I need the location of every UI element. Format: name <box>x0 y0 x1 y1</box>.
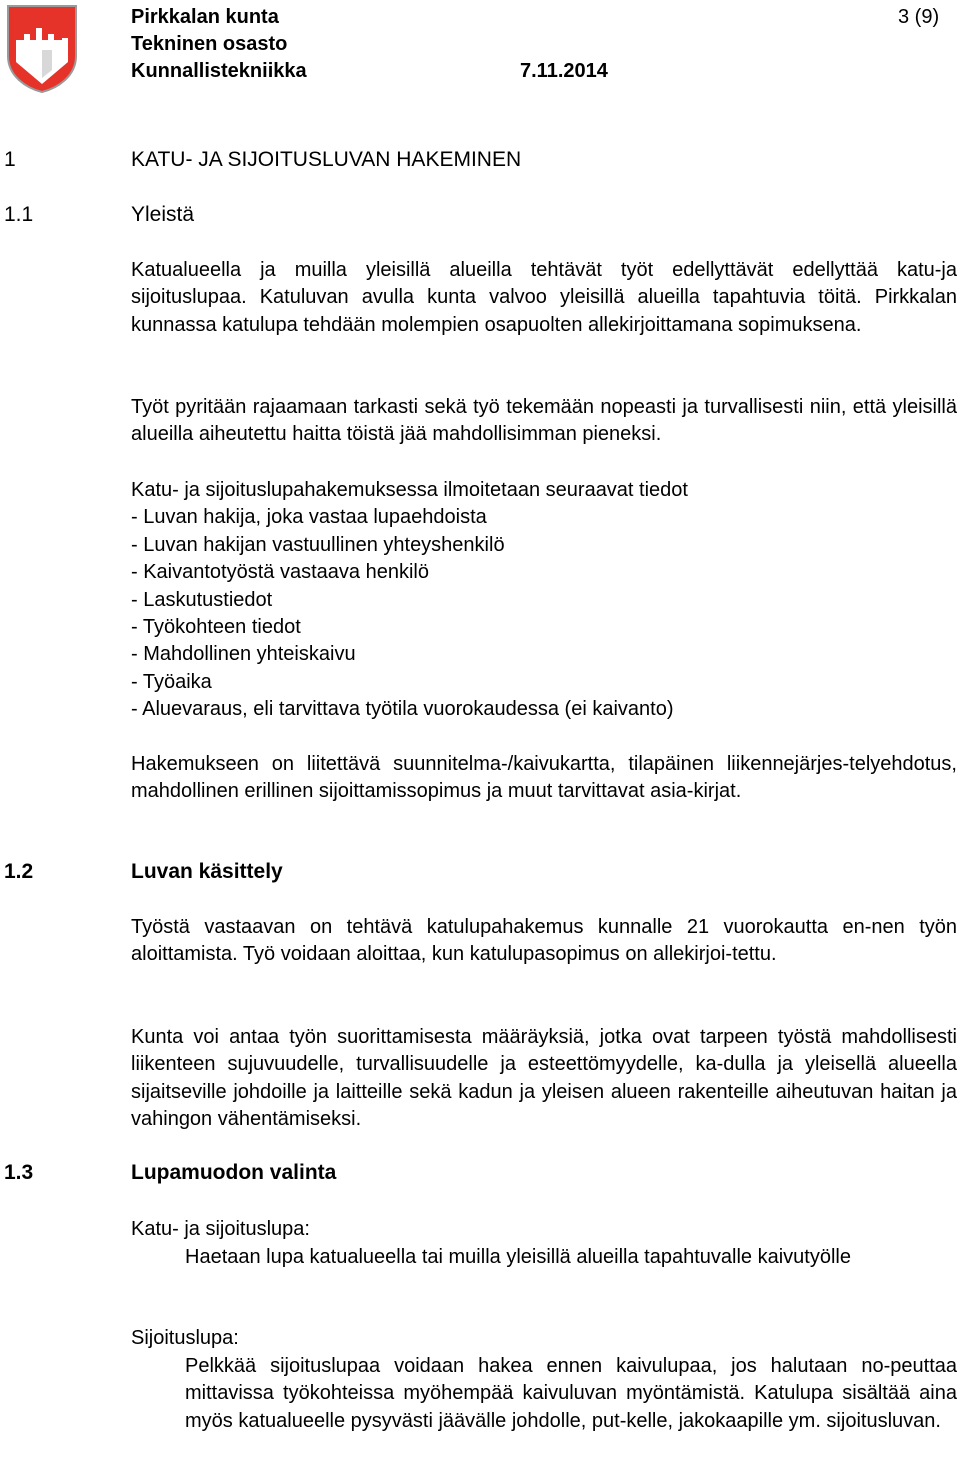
header-unit: Kunnallistekniikka <box>131 60 307 82</box>
section-1-2-number: 1.2 <box>4 860 34 883</box>
header-department: Tekninen osasto <box>131 33 288 55</box>
list-item: - Kaivantotyöstä vastaava henkilö <box>131 561 429 584</box>
list-item: - Työkohteen tiedot <box>131 616 301 639</box>
section-1-title: KATU- JA SIJOITUSLUVAN HAKEMINEN <box>131 148 522 171</box>
definition-katu-ja-sijoituslupa: Haetaan lupa katualueella tai muilla yleisillä alueilla tapahtuvalle kaivutyölle <box>185 1246 851 1268</box>
section-1-1-paragraph-3: Hakemukseen on liitettävä suunnitelma-/kaivukartta, tilapäinen liikennejärjes-telyehdotus, mahdollinen erillinen sijoittamissopimus ja muut tarvittavat asia-kirjat. <box>131 753 957 803</box>
list-item: - Mahdollinen yhteiskaivu <box>131 643 356 666</box>
section-1-1-paragraph-1: Katualueella ja muilla yleisillä alueilla tehtävät työt edellyttävät edellyttää katu-ja sijoituslupaa. Katuluvan avulla kunta valvoo yleisillä alueilla tapahtuvia töitä. Pirkkalan kunnassa katulupa tehdään molempien osapuolten allekirjoittamana sopimuksena. <box>131 259 957 336</box>
definition-sijoituslupa: Pelkkää sijoituslupaa voidaan hakea ennen kaivulupaa, jos halutaan no-peuttaa mittavissa työkohteissa myöhempää kaivuluvan myöntämistä. Katulupa sisältää aina myös katualueelle pysyvästi jäävälle johdolle, put-kelle, jakokaapille ym. sijoitusluvan. <box>185 1355 957 1432</box>
page-number: 3 (9) <box>898 6 940 28</box>
list-item: - Työaika <box>131 670 212 693</box>
section-1-number: 1 <box>4 148 16 171</box>
section-1-1-number: 1.1 <box>4 203 34 226</box>
list-item: - Luvan hakijan vastuullinen yhteyshenkilö <box>131 533 505 556</box>
section-1-1-paragraph-2: Työt pyritään rajaamaan tarkasti sekä työ tekemään nopeasti ja turvallisesti niin, että yleisillä alueilla aiheutettu haitta töistä jää mahdollisimman pieneksi. <box>131 396 957 446</box>
term-katu-ja-sijoituslupa: Katu- ja sijoituslupa: <box>131 1218 310 1240</box>
section-1-2-paragraph-1: Työstä vastaavan on tehtävä katulupahakemus kunnalle 21 vuorokautta en-nen työn aloittamista. Työ voidaan aloittaa, kun katulupasopimus on allekirjoi-tettu. <box>131 916 957 966</box>
section-1-1-title: Yleistä <box>131 203 195 226</box>
list-item: - Luvan hakija, joka vastaa lupaehdoista <box>131 506 487 529</box>
term-sijoituslupa: Sijoituslupa: <box>131 1327 239 1349</box>
section-1-3-number: 1.3 <box>4 1161 34 1184</box>
section-1-2-paragraph-2: Kunta voi antaa työn suorittamisesta määräyksiä, jotka ovat tarpeen työstä mahdollisesti liikenteen sujuvuudelle, turvallisuudelle ja esteettömyydelle, ka-dulla ja yleisellä alueella sijaitseville johdoille ja laitteille sekä kadun ja yleisen alueen rakenteille aiheutuvan haitan ja vahingon vähentämiseksi. <box>131 1026 957 1131</box>
list-item: - Laskutustiedot <box>131 588 273 611</box>
required-info-list <box>131 477 957 724</box>
list-intro: Katu- ja sijoituslupahakemuksessa ilmoitetaan seuraavat tiedot <box>131 479 688 501</box>
list-item: - Aluevaraus, eli tarvittava työtila vuorokaudessa (ei kaivanto) <box>131 698 674 721</box>
section-1-3-title: Lupamuodon valinta <box>131 1161 337 1184</box>
header-organization: Pirkkalan kunta <box>131 6 279 28</box>
section-1-2-title: Luvan käsittely <box>131 860 283 883</box>
header-date: 7.11.2014 <box>520 60 608 82</box>
municipality-coat-of-arms-logo <box>6 4 78 94</box>
